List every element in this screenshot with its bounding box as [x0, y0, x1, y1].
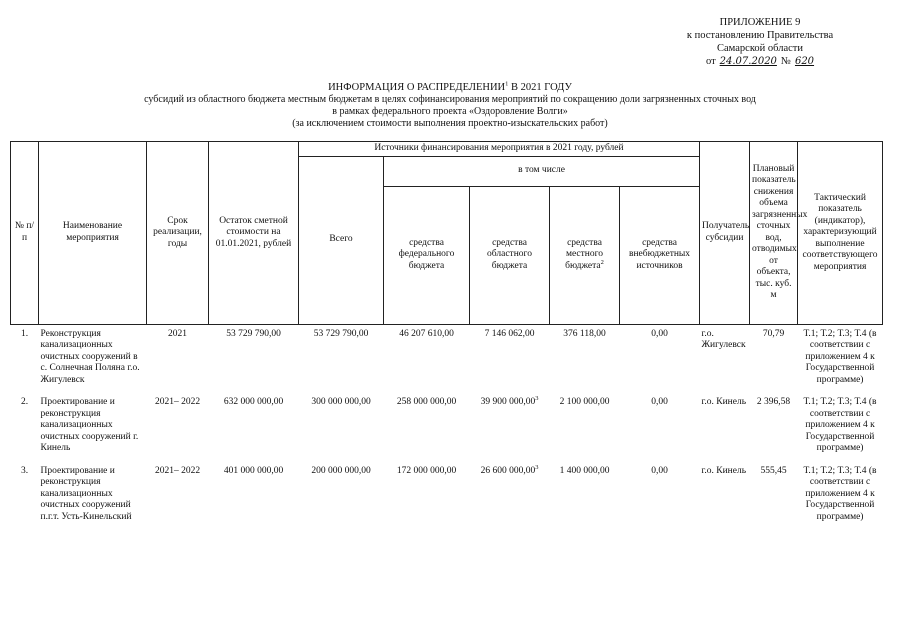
cell-extrabudgetary: 0,00 [651, 328, 668, 339]
document-heading [40, 82, 860, 130]
col-header-tactical: Тактический показатель (индикатор), характеризующий выполнение соответствующего мероприятия [798, 142, 883, 325]
distribution-table [10, 141, 883, 524]
document-subtitle-3: (за исключением стоимости выполнения проектно-изыскательских работ) [292, 118, 608, 129]
col-header-number: № п/п [11, 142, 39, 325]
appendix-line-2: к постановлению Правительства [686, 30, 834, 41]
col-header-including: в том числе [384, 156, 700, 186]
cell-number: 1. [20, 328, 29, 339]
cell-name: Реконструкция канализационных очистных сооружений в с. Солнечная Поляна г.о. Жигулевск [40, 328, 140, 385]
table-row [11, 393, 883, 456]
sign-prefix: от [705, 56, 716, 67]
cell-name: Проектирование и реконструкция канализационных очистных сооружений п.г.т. Усть-Кинельский [40, 465, 132, 522]
appendix-title: ПРИЛОЖЕНИЕ 9 [719, 17, 801, 28]
document-title: ИНФОРМАЦИЯ О РАСПРЕДЕЛЕНИИ$^1$ В 2021 ГОДУ [328, 80, 572, 93]
cell-tactical: Т.1; Т.2; Т.3; Т.4 (в соответствии с приложением 4 к Государственной программе) [803, 328, 877, 385]
col-header-period: Срок реализации, годы [147, 142, 209, 325]
cell-total: 53 729 790,00 [313, 328, 369, 339]
document-subtitle-2: в рамках федерального проекта «Оздоровление Волги» [332, 106, 568, 117]
cell-remaining-cost: 401 000 000,00 [223, 465, 284, 476]
cell-regional: 39 900 000,00$^3$ [480, 394, 539, 407]
col-header-remaining-cost: Остаток сметной стоимости на 01.01.2021, рублей [209, 142, 299, 325]
document-subtitle-1: субсидий из областного бюджета местным бюджетам в целях софинансирования мероприятий по сокращению доли загрязненных сточных вод [144, 94, 756, 105]
col-header-total: Всего [299, 156, 384, 324]
cell-regional: 26 600 000,00$^3$ [480, 463, 539, 476]
col-header-sources: Источники финансирования мероприятия в 2021 году, рублей [299, 142, 700, 157]
col-header-extrabudgetary: средства внебюджетных источников [620, 186, 700, 324]
appendix-signature-line [640, 55, 880, 68]
cell-extrabudgetary: 0,00 [651, 465, 668, 476]
cell-local: 376 118,00 [563, 328, 606, 339]
cell-period: 2021 [168, 328, 187, 339]
cell-local: 2 100 000,00 [559, 397, 610, 407]
cell-federal: 258 000 000,00 [396, 397, 457, 407]
col-header-planned: Плановый показатель снижения объема загрязненных сточных вод, отводимых от объекта, тыс. куб. м [750, 142, 798, 325]
col-header-regional: средства областного бюджета [470, 186, 550, 324]
col-header-local: средства местного бюджета$^2$ [550, 186, 620, 324]
sign-date: 24.07.2020 [719, 56, 777, 67]
cell-recipient: г.о. Жигулевск [701, 328, 746, 350]
cell-recipient: г.о. Кинель [701, 397, 747, 407]
cell-number: 3. [20, 465, 29, 476]
cell-tactical: Т.1; Т.2; Т.3; Т.4 (в соответствии с приложением 4 к Государственной программе) [803, 397, 877, 453]
cell-total: 200 000 000,00 [311, 465, 371, 476]
table-row [11, 324, 883, 387]
cell-federal: 172 000 000,00 [396, 465, 457, 476]
cell-planned: 555,45 [760, 465, 787, 476]
cell-extrabudgetary: 0,00 [651, 397, 668, 407]
cell-name: Проектирование и реконструкция канализационных очистных сооружений г. Кинель [40, 397, 139, 453]
cell-period: 2021– 2022 [154, 465, 201, 476]
cell-regional: 7 146 062,00 [484, 328, 535, 339]
col-header-recipient: Получатель субсидии [700, 142, 750, 325]
sign-number-label: № [780, 56, 791, 67]
cell-tactical: Т.1; Т.2; Т.3; Т.4 (в соответствии с приложением 4 к Государственной программе) [803, 465, 877, 522]
cell-planned: 70,79 [762, 328, 785, 339]
cell-number: 2. [20, 397, 29, 407]
cell-period: 2021– 2022 [154, 397, 201, 407]
col-header-federal: средства федерального бюджета [384, 186, 470, 324]
cell-planned: 2 396,58 [756, 397, 791, 407]
cell-total: 300 000 000,00 [311, 397, 371, 407]
appendix-line-3: Самарской области [717, 43, 803, 54]
cell-remaining-cost: 53 729 790,00 [226, 328, 281, 339]
col-header-name: Наименование мероприятия [39, 142, 147, 325]
cell-remaining-cost: 632 000 000,00 [223, 397, 284, 407]
table-row [11, 462, 883, 525]
cell-federal: 46 207 610,00 [399, 328, 454, 339]
cell-recipient: г.о. Кинель [701, 465, 747, 476]
appendix-header [640, 16, 880, 68]
sign-number: 620 [794, 56, 815, 67]
cell-local: 1 400 000,00 [559, 465, 610, 476]
